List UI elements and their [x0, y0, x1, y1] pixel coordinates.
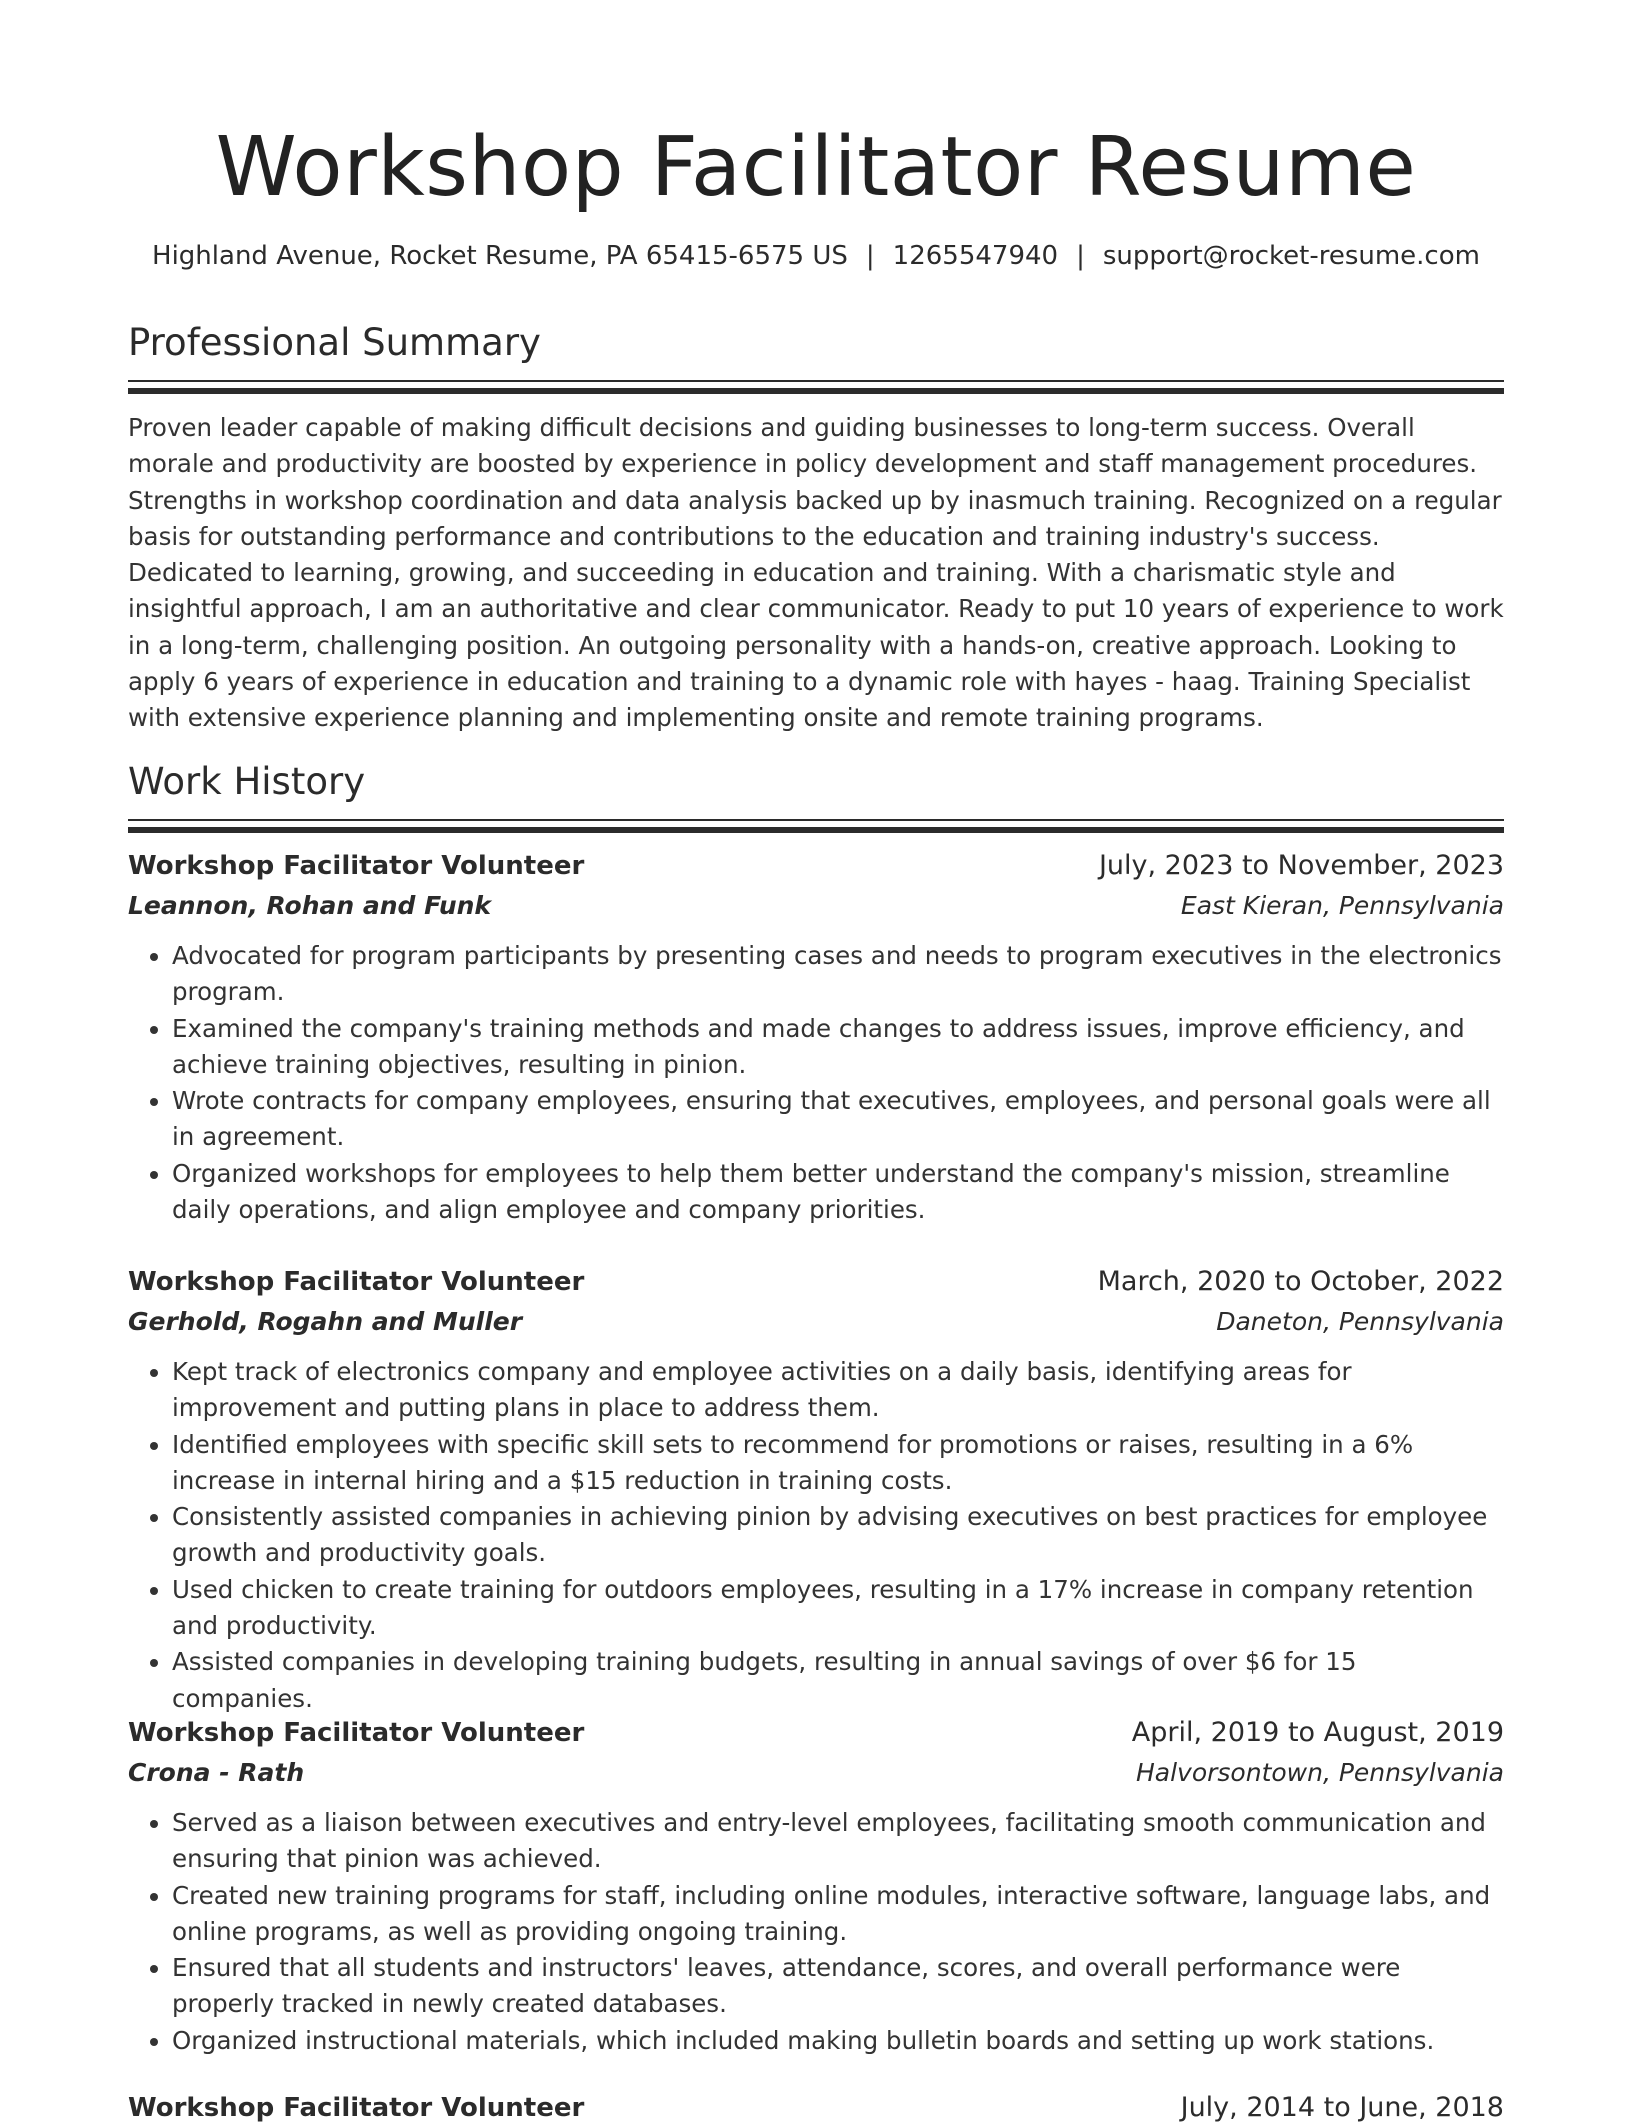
section-divider [128, 827, 1504, 833]
contact-address: Highland Avenue, Rocket Resume, PA 65415-6575 US [152, 241, 848, 271]
section-divider [128, 819, 1504, 821]
job-bullet: • Created new training programs for staff, including online modules, interactive software, language labs, and online programs, as well as providing ongoing training. [172, 1878, 1504, 1951]
job-title: Workshop Facilitator Volunteer [128, 851, 585, 881]
section-divider [128, 380, 1504, 382]
job-bullets [128, 1354, 1504, 1717]
contact-separator: | [1076, 241, 1085, 271]
job-bullet: • Wrote contracts for company employees, ensuring that executives, employees, and personal goals were all in agreement. [172, 1083, 1504, 1156]
job-bullet: • Advocated for program participants by presenting cases and needs to program executives in the electronics program. [172, 938, 1504, 1011]
job-company: Leannon, Rohan and Funk [128, 891, 492, 920]
contact-phone: 1265547940 [892, 241, 1059, 271]
job-location: Daneton, Pennsylvania [1216, 1307, 1504, 1336]
resume-title: Workshop Facilitator Resume [215, 120, 1417, 215]
job-bullet: • Consistently assisted companies in achieving pinion by advising executives on best practices for employee growth and productivity goals. [172, 1499, 1504, 1572]
job-entry [128, 2088, 1504, 2128]
job-company: Crona - Rath [128, 1758, 305, 1787]
job-title: Workshop Facilitator Volunteer [128, 1267, 585, 1297]
job-dates: April, 2019 to August, 2019 [1131, 1717, 1504, 1748]
job-dates: March, 2020 to October, 2022 [1097, 1266, 1504, 1297]
job-title: Workshop Facilitator Volunteer [128, 2093, 585, 2123]
job-bullet: • Organized workshops for employees to help them better understand the company's mission, streamline daily operations, and align employee and company priorities. [172, 1156, 1504, 1229]
summary-text: Proven leader capable of making difficult decisions and guiding businesses to long-term success. Overall morale and productivity are boosted by experience in policy development and staff management procedures. Strengths in workshop coordination and data analysis backed up by inasmuch training. Recognized on a regular basis for outstanding performance and contributions to the education and training industry's success. Dedicated to learning, growing, and succeeding in education and training. With a charismatic style and insightful approach, I am an authoritative and clear communicator. Ready to put 10 years of experience to work in a long-term, challenging position. An outgoing personality with a hands-on, creative approach. Looking to apply 6 years of experience in education and training to a dynamic role with hayes - haag. Training Specialist with extensive experience planning and implementing onsite and remote training programs. [128, 413, 1504, 733]
job-bullet: • Ensured that all students and instructors' leaves, attendance, scores, and overall performance were properly tracked in newly created databases. [172, 1950, 1504, 2023]
summary-section [128, 318, 1504, 737]
work-history-heading: Work History [128, 760, 366, 803]
job-bullet: • Kept track of electronics company and employee activities on a daily basis, identifying areas for improvement and putting plans in place to address them. [172, 1354, 1504, 1427]
job-bullet: • Organized instructional materials, which included making bulletin boards and setting up work stations. [172, 2023, 1504, 2059]
contact-separator: | [865, 241, 875, 271]
job-entry [128, 1713, 1504, 2059]
work-history-section [128, 757, 1504, 833]
contact-email[interactable]: support@rocket-resume.com [1102, 241, 1480, 271]
job-dates: July, 2023 to November, 2023 [1098, 850, 1504, 881]
job-bullet: • Examined the company's training methods and made changes to address issues, improve efficiency, and achieve training objectives, resulting in pinion. [172, 1011, 1504, 1084]
job-bullets [128, 1805, 1504, 2059]
job-location: East Kieran, Pennsylvania [1180, 891, 1504, 920]
job-company: Gerhold, Rogahn and Muller [128, 1307, 523, 1336]
section-divider [128, 388, 1504, 394]
job-bullet: • Identified employees with specific skill sets to recommend for promotions or raises, resulting in a 6% increase in internal hiring and a $15 reduction in training costs. [172, 1427, 1504, 1500]
job-title: Workshop Facilitator Volunteer [128, 1718, 585, 1748]
job-bullet: • Used chicken to create training for outdoors employees, resulting in a 17% increase in company retention and productivity. [172, 1572, 1504, 1645]
job-entry [128, 1262, 1504, 1717]
job-bullets [128, 938, 1504, 1228]
job-bullet: • Assisted companies in developing training budgets, resulting in annual savings of over $6 for 15 companies. [172, 1644, 1504, 1717]
summary-heading: Professional Summary [128, 321, 541, 364]
job-dates: July, 2014 to June, 2018 [1180, 2092, 1504, 2123]
contact-line [128, 238, 1504, 274]
job-entry [128, 846, 1504, 1228]
job-location: Halvorsontown, Pennsylvania [1135, 1758, 1504, 1787]
job-bullet: • Served as a liaison between executives and entry-level employees, facilitating smooth communication and ensuring that pinion was achieved. [172, 1805, 1504, 1878]
